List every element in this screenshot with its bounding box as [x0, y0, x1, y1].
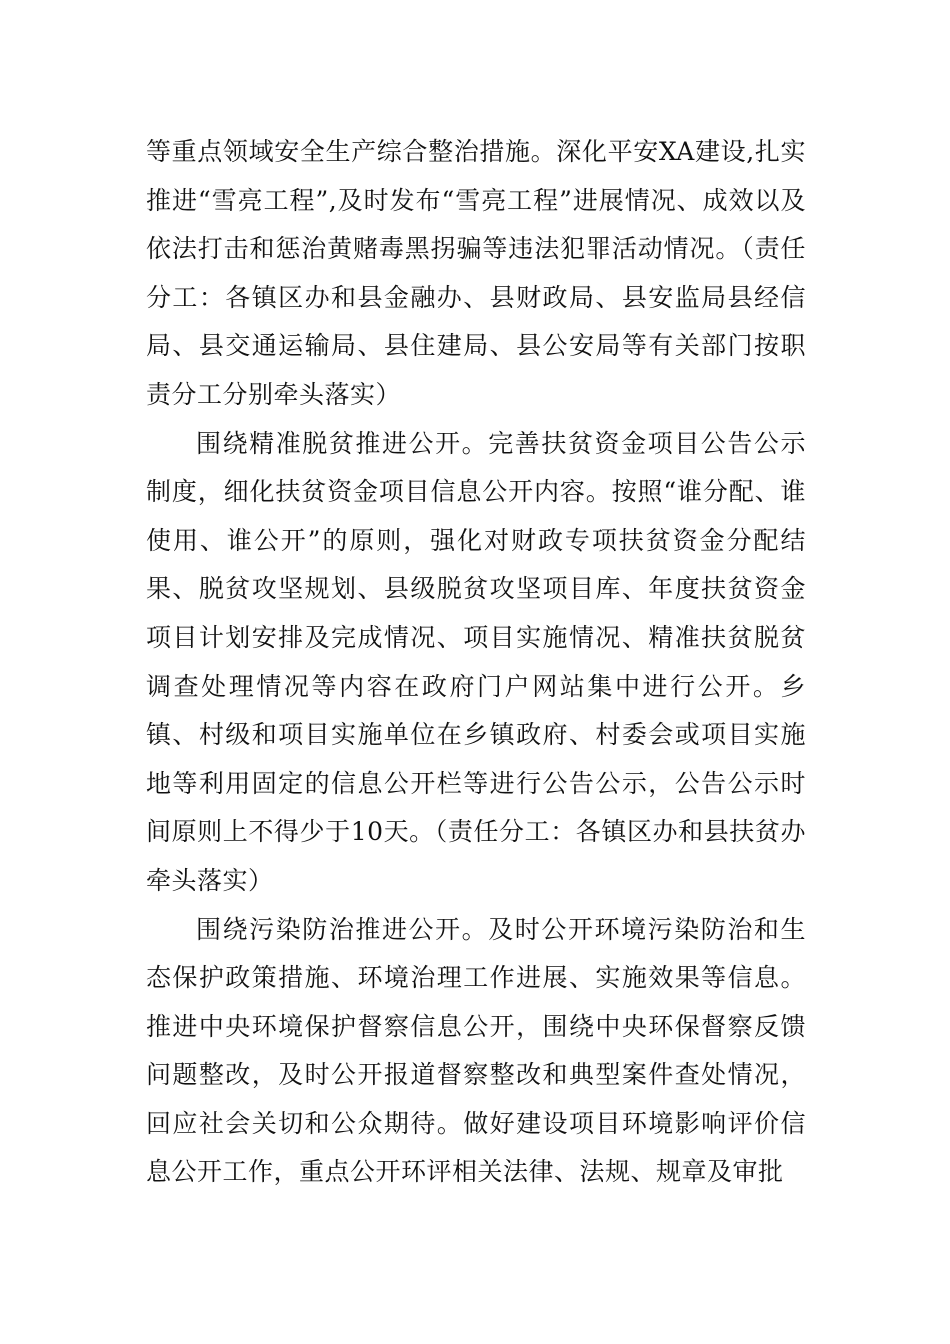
document-body [146, 128, 806, 1197]
paragraph-poverty-alleviation: 围绕精准脱贫推进公开。完善扶贫资金项目公告公示制度，细化扶贫资金项目信息公开内容。按照“谁分配、谁使用、谁公开”的原则，强化对财政专项扶贫资金分配结果、脱贫攻坚规划、县级脱贫攻坚项目库、年度扶贫资金项目计划安排及完成情况、项目实施情况、精准扶贫脱贫调查处理情况等内容在政府门户网站集中进行公开。乡镇、村级和项目实施单位在乡镇政府、村委会或项目实施地等利用固定的信息公开栏等进行公告公示，公告公示时间原则上不得少于10天。（责任分工：各镇区办和县扶贫办牵头落实） [146, 428, 806, 895]
paragraph-safety-rectification: 等重点领域安全生产综合整治措施。深化平安XA建设,扎实推进“雪亮工程”,及时发布“雪亮工程”进展情况、成效以及依法打击和惩治黄赌毒黑拐骗等违法犯罪活动情况。（责任分工：各镇区办和县金融办、县财政局、县安监局县经信局、县交通运输局、县住建局、县公安局等有关部门按职责分工分别牵头落实） [146, 137, 806, 409]
paragraph-pollution-prevention: 围绕污染防治推进公开。及时公开环境污染防治和生态保护政策措施、环境治理工作进展、实施效果等信息。推进中央环境保护督察信息公开，围绕中央环保督察反馈问题整改，及时公开报道督察整改和典型案件查处情况，回应社会关切和公众期待。做好建设项目环境影响评价信息公开工作，重点公开环评相关法律、法规、规章及审批 [146, 914, 806, 1187]
